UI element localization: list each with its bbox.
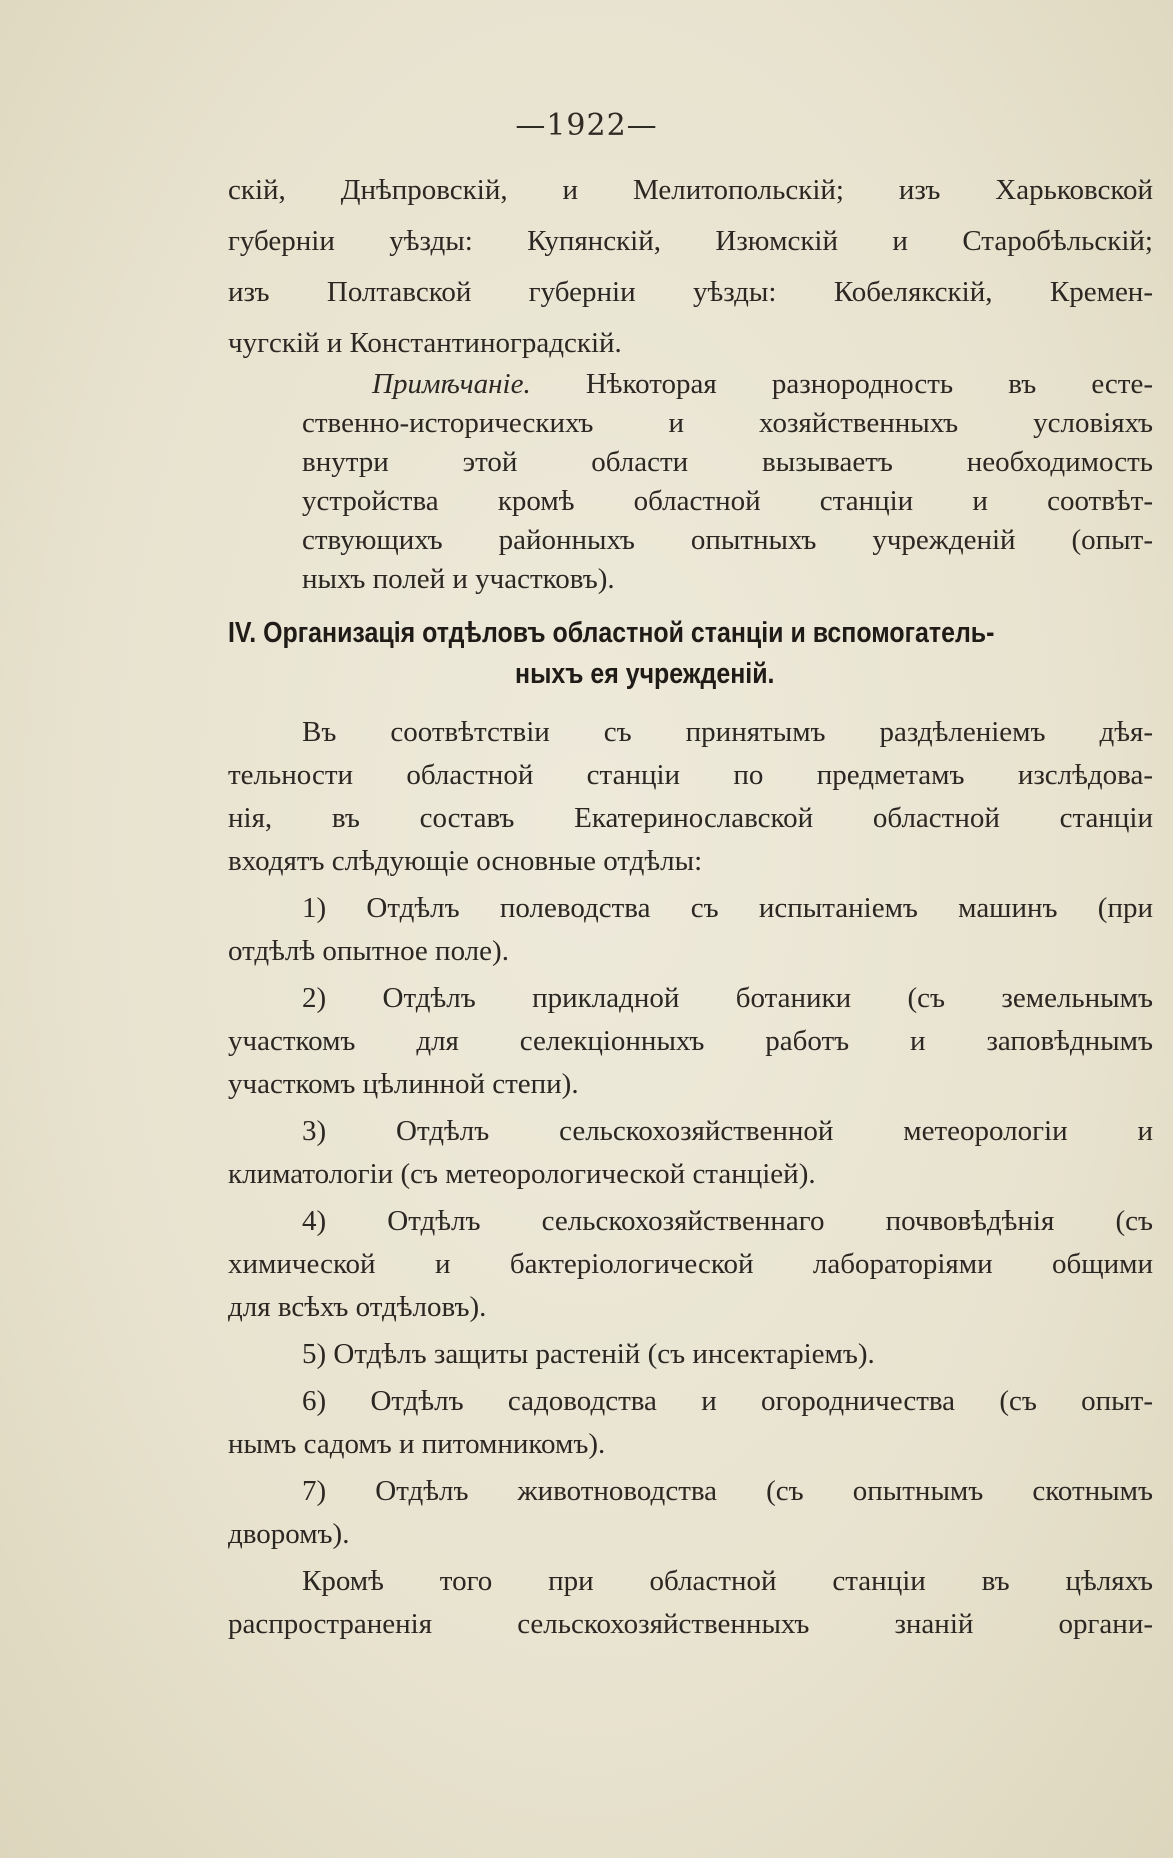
department-item-cont: отдѣлѣ опытное поле).	[228, 935, 509, 967]
note-line: внутри этой области вызываетъ необходимость	[302, 446, 1153, 478]
note-line: ныхъ полей и участковъ).	[302, 563, 615, 595]
department-item-cont: климатологіи (съ метеорологической станціей).	[228, 1158, 816, 1190]
note-line: устройства кромѣ областной станціи и соотвѣт-	[302, 485, 1153, 517]
text-line: Кромѣ того при областной станціи въ цѣляхъ	[302, 1565, 1153, 1597]
department-item-cont: химической и бактеріологической лабораторіями общими	[228, 1248, 1153, 1280]
department-item: 7) Отдѣлъ животноводства (съ опытнымъ скотнымъ	[302, 1475, 1153, 1507]
note-line: ственно-историческихъ и хозяйственныхъ условіяхъ	[302, 407, 1153, 439]
text-line: распространенія сельскохозяйственныхъ знаній органи-	[228, 1608, 1153, 1640]
note-line: ствующихъ районныхъ опытныхъ учрежденій (опыт-	[302, 524, 1153, 556]
text-line: чугскій и Константиноградскій.	[228, 327, 622, 359]
department-item: 3) Отдѣлъ сельскохозяйственной метеорологіи и	[302, 1115, 1153, 1147]
note-first-line-text: Нѣкоторая разнородность въ есте-	[585, 368, 1154, 400]
section-heading-line-1: IV. Организація отдѣловъ областной станціи и вспомогатель-	[228, 617, 995, 649]
department-item-cont: для всѣхъ отдѣловъ).	[228, 1291, 487, 1323]
text-line: тельности областной станціи по предметамъ изслѣдова-	[228, 759, 1153, 791]
department-item-cont: дворомъ).	[228, 1518, 350, 1550]
note-label: Примѣчаніе.	[372, 368, 531, 400]
department-item: 4) Отдѣлъ сельскохозяйственнаго почвовѣдѣнія (съ	[302, 1205, 1153, 1237]
note-first-line	[228, 364, 1153, 404]
text-line: скій, Днѣпровскій, и Мелитопольскій; изъ Харьковской	[228, 174, 1153, 206]
text-line: входятъ слѣдующіе основные отдѣлы:	[228, 845, 703, 877]
text-line: губерніи уѣзды: Купянскій, Изюмскій и Старобѣльскій;	[228, 225, 1153, 257]
department-item: 6) Отдѣлъ садоводства и огородничества (съ опыт-	[302, 1385, 1153, 1417]
department-item-cont: нымъ садомъ и питомникомъ).	[228, 1428, 606, 1460]
department-item-cont: участкомъ для селекціонныхъ работъ и заповѣднымъ	[228, 1025, 1153, 1057]
department-item: 5) Отдѣлъ защиты растеній (съ инсектаріемъ).	[302, 1338, 875, 1370]
text-line: Въ соотвѣтствіи съ принятымъ раздѣленіемъ дѣя-	[302, 716, 1153, 748]
department-item-cont: участкомъ цѣлинной степи).	[228, 1068, 579, 1100]
text-line: изъ Полтавской губерніи уѣзды: Кобелякскій, Кремен-	[228, 276, 1153, 308]
text-line: нія, въ составъ Екатеринославской областной станціи	[228, 802, 1153, 834]
department-item: 2) Отдѣлъ прикладной ботаники (съ земельнымъ	[302, 982, 1153, 1014]
department-item: 1) Отдѣлъ полеводства съ испытаніемъ машинъ (при	[302, 892, 1153, 924]
page-number: —1922—	[515, 108, 658, 143]
section-heading-line-2: ныхъ ея учрежденій.	[515, 658, 775, 690]
